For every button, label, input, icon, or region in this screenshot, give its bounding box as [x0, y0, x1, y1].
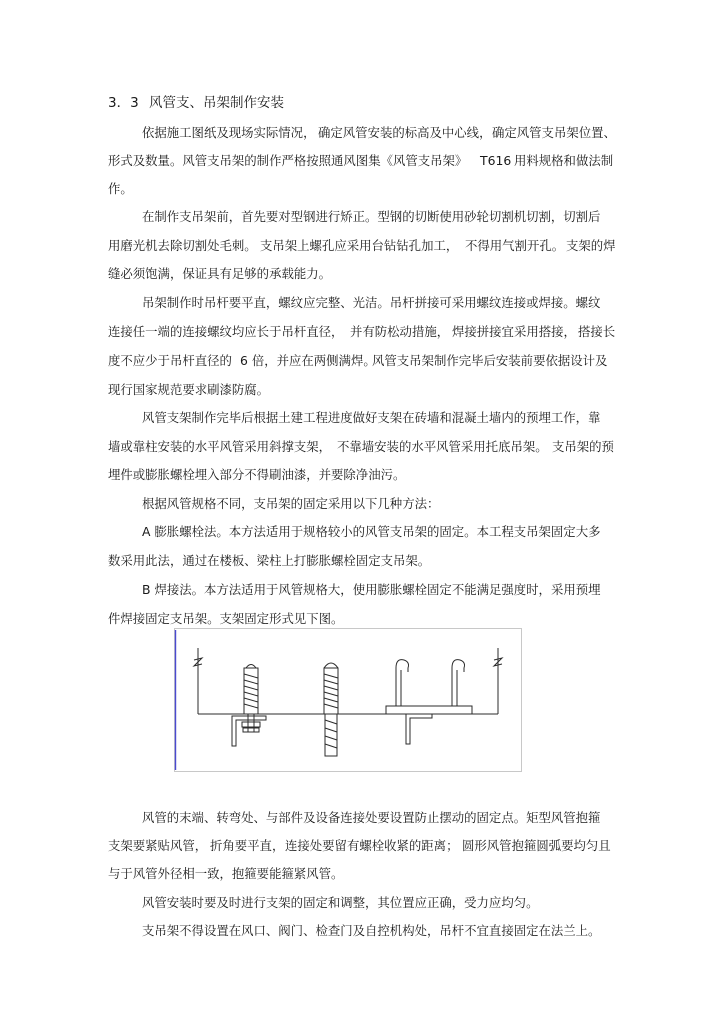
- p1-line1-b: 确定风管安装的标高及中心线，: [318, 125, 492, 140]
- p8-line2-c: 连接处要留有螺栓收紧的距离；: [285, 838, 459, 853]
- bolt-shank: [248, 714, 254, 732]
- anchor-thread: [244, 674, 258, 708]
- anchor-hook: [324, 663, 338, 668]
- p2-line2-c: 不得用气割开孔。: [465, 238, 565, 253]
- expansion-bolt-fixing: [232, 665, 266, 747]
- embedded-steel-plate: [386, 706, 472, 714]
- rod-thread: [325, 720, 337, 748]
- support-fixing-diagram: [174, 628, 522, 772]
- p2-line2-d: 支架的焊: [566, 238, 616, 253]
- p3-line2-c: 焊接拼接宜采用搭接，: [452, 324, 576, 339]
- right-hook-rebar: [452, 660, 465, 706]
- bolt-washer: [243, 728, 259, 732]
- angle-bracket: [232, 716, 266, 746]
- p9-line1: 风管安装时要及时进行支架的固定和调整，其位置应正确，受力应均匀。: [142, 895, 539, 910]
- p4-line1: 风管支架制作完毕后根据土建工程进度做好支架在砖墙和混凝土墙内的预埋工作，靠: [142, 410, 601, 425]
- p8-line2-b: 折角要平直，: [210, 838, 285, 853]
- p10-line1: 支吊架不得设置在风口、阀门、检查门及自控机构处，吊杆不宜直接固定在法兰上。: [142, 923, 601, 938]
- p2-line1: 在制作支吊架前，首先要对型钢进行矫正。型钢的切断使用砂轮切割机切割，切割后: [142, 209, 601, 224]
- p3-line2-d: 搭接长: [578, 324, 616, 339]
- diagram-drawing: [194, 648, 502, 756]
- p2-line2-b: 支吊架上螺孔应采用台钻钻孔加工，: [260, 238, 459, 253]
- diagram-frame: [175, 629, 522, 772]
- p1-line1-a: 依据施工图纸及现场实际情况，: [142, 125, 316, 140]
- embedded-anchor-fixing: [324, 663, 338, 756]
- p1-line2-b: T616: [480, 153, 512, 168]
- p3-line3-a: 度不应少于吊杆直径的: [108, 353, 232, 368]
- p2-line2-a: 用磨光机去除切割处毛刺。: [108, 238, 257, 253]
- p4-line2-c: 支吊架的预: [552, 439, 614, 454]
- p3-line1: 吊架制作时吊杆要平直，螺纹应完整、光洁。吊杆拼接可采用螺纹连接或焊接。螺纹: [142, 295, 601, 310]
- welded-plate-fixing: [386, 660, 472, 744]
- p7-line2: 件焊接固定支吊架。支架固定形式见下图。: [108, 611, 344, 626]
- p8-line3: 与于风管外径相一致，抱箍要能箍紧风管。: [108, 866, 344, 881]
- p3-line3-b: 6 倍，并应在两侧满焊。: [240, 353, 376, 368]
- p3-line2-b: 并有防松动措施，: [350, 324, 450, 339]
- right-break-mark: [494, 658, 502, 666]
- left-break-mark: [194, 658, 202, 666]
- p8-line2-a: 支架要紧贴风管，: [108, 838, 208, 853]
- p1-line2-c: 用料规格和做法制: [514, 153, 614, 168]
- p3-line4: 现行国家规范要求刷漆防腐。: [108, 382, 270, 397]
- p1-line1-c: 确定风管支吊架位置、: [492, 125, 616, 140]
- p8-line1: 风管的末端、转弯处、与部件及设备连接处要设置防止摆动的固定点。矩型风管抱箍: [142, 810, 601, 825]
- left-hook-rebar: [396, 660, 409, 706]
- section-title: 风管支、吊架制作安装: [148, 95, 284, 111]
- p4-line2-b: 不靠墙安装的水平风管采用托底吊架。: [337, 439, 548, 454]
- p6-line2: 数采用此法，通过在楼板、梁柱上打膨胀螺栓固定支吊架。: [108, 553, 431, 568]
- section-heading: [108, 94, 284, 112]
- bolt-nut: [242, 722, 260, 727]
- p8-line2-d: 圆形风管抱箍圆弧要均匀且: [462, 838, 611, 853]
- p3-line2-a: 连接任一端的连接螺纹均应长于吊杆直径，: [108, 324, 344, 339]
- p5-line1: 根据风管规格不同，支吊架的固定采用以下几种方法：: [142, 496, 440, 511]
- p1-line3: 作。: [108, 181, 133, 196]
- p4-line3: 埋件或膨胀螺栓埋入部分不得刷油漆，并要除净油污。: [108, 467, 406, 482]
- p4-line2-a: 墙或靠柱安装的水平风管采用斜撑支架，: [108, 439, 332, 454]
- p2-line3: 缝必须饱满，保证具有足够的承载能力。: [108, 266, 332, 281]
- anchor-top: [246, 665, 256, 669]
- sleeve-thread: [324, 674, 338, 708]
- p1-line2-a: 形式及数量。风管支吊架的制作严格按照通风图集《风管支吊架》: [108, 153, 468, 168]
- p3-line3-c: 风管支吊架制作完毕后安装前要依据设计及: [372, 353, 608, 368]
- section-number: 3．3: [108, 95, 139, 111]
- p6-line1: A 膨胀螺栓法。本方法适用于规格较小的风管支吊架的固定。本工程支吊架固定大多: [142, 524, 601, 539]
- p7-line1: B 焊接法。本方法适用于风管规格大，使用膨胀螺栓固定不能满足强度时，采用预埋: [142, 582, 601, 597]
- welded-angle: [406, 714, 432, 744]
